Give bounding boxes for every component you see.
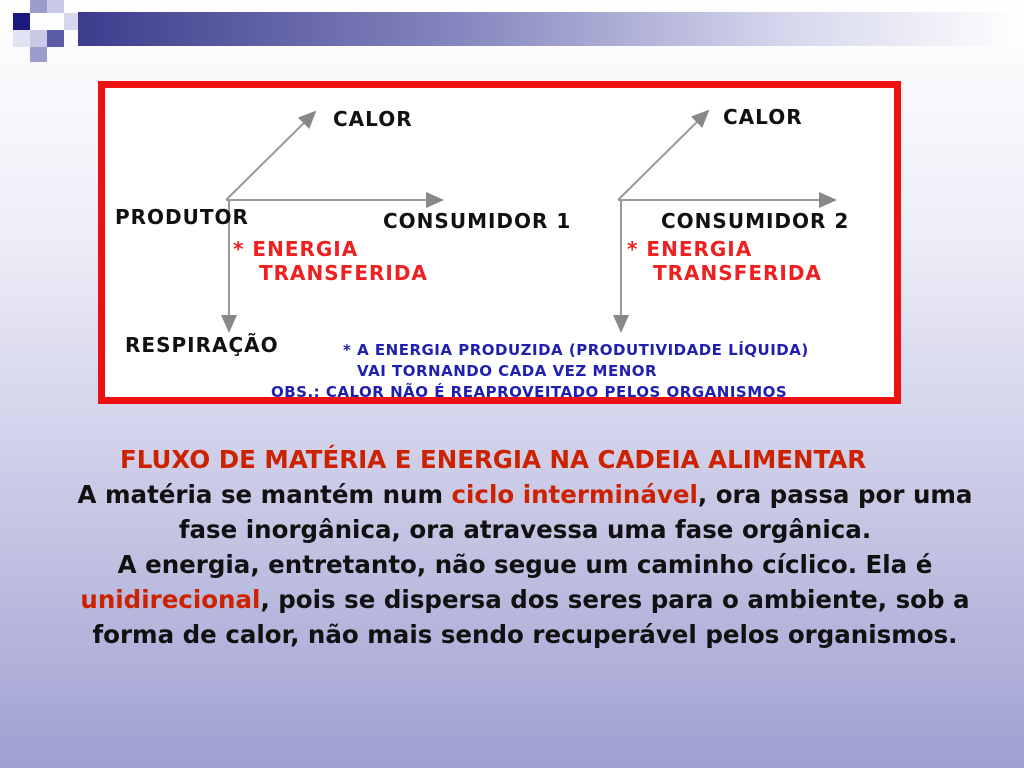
energia-transferida-note-1 bbox=[233, 237, 428, 285]
p1-text-after: , ora passa por uma fase inorgânica, ora atravessa uma fase orgânica. bbox=[178, 480, 973, 544]
energy-flow-diagram bbox=[98, 81, 901, 404]
corner-square bbox=[47, 0, 64, 13]
corner-square bbox=[64, 13, 78, 30]
corner-square bbox=[30, 47, 47, 62]
corner-square bbox=[30, 0, 47, 13]
note-line-1: * A ENERGIA PRODUZIDA (PRODUTIVIDADE LÍQUIDA) bbox=[343, 341, 809, 359]
corner-square bbox=[47, 30, 64, 47]
energia-transferida-note-2 bbox=[627, 237, 822, 285]
arrow-produtor-calor bbox=[226, 112, 315, 200]
respiracao-label: RESPIRAÇÃO bbox=[125, 333, 279, 357]
consumidor-1-label: CONSUMIDOR 1 bbox=[383, 209, 572, 233]
p2-text-after: , pois se dispersa dos seres para o ambiente, sob a forma de calor, não mais sendo recuperável pelos organismos. bbox=[92, 585, 970, 649]
note-line-3: OBS.: CALOR NÃO É REAPROVEITADO PELOS ORGANISMOS bbox=[271, 383, 788, 401]
produtor-label: PRODUTOR bbox=[115, 205, 249, 229]
note-line-2: VAI TORNANDO CADA VEZ MENOR bbox=[357, 362, 658, 380]
consumidor-2-label: CONSUMIDOR 2 bbox=[661, 209, 850, 233]
energia-1-line1: * ENERGIA bbox=[233, 237, 359, 261]
title-gradient-bar bbox=[78, 12, 1024, 46]
calor-label-1: CALOR bbox=[333, 107, 413, 131]
productivity-note bbox=[271, 340, 809, 403]
p2-highlight: unidirecional bbox=[80, 585, 261, 614]
corner-square bbox=[13, 30, 30, 47]
p1-text-before: A matéria se mantém num bbox=[77, 480, 452, 509]
corner-square bbox=[30, 30, 47, 47]
energia-2-line1: * ENERGIA bbox=[627, 237, 753, 261]
paragraph-materia bbox=[70, 477, 980, 547]
slide-heading: FLUXO DE MATÉRIA E ENERGIA NA CADEIA ALIMENTAR bbox=[120, 445, 867, 474]
p2-text-before: A energia, entretanto, não segue um caminho cíclico. Ela é bbox=[117, 550, 933, 579]
paragraph-energia bbox=[70, 547, 980, 652]
corner-square bbox=[13, 13, 30, 30]
p1-highlight: ciclo interminável bbox=[451, 480, 698, 509]
energia-2-line2: TRANSFERIDA bbox=[653, 261, 822, 285]
arrow-consumidor1-calor bbox=[618, 111, 708, 200]
slide-text bbox=[70, 442, 980, 652]
calor-label-2: CALOR bbox=[723, 105, 803, 129]
energia-1-line2: TRANSFERIDA bbox=[259, 261, 428, 285]
